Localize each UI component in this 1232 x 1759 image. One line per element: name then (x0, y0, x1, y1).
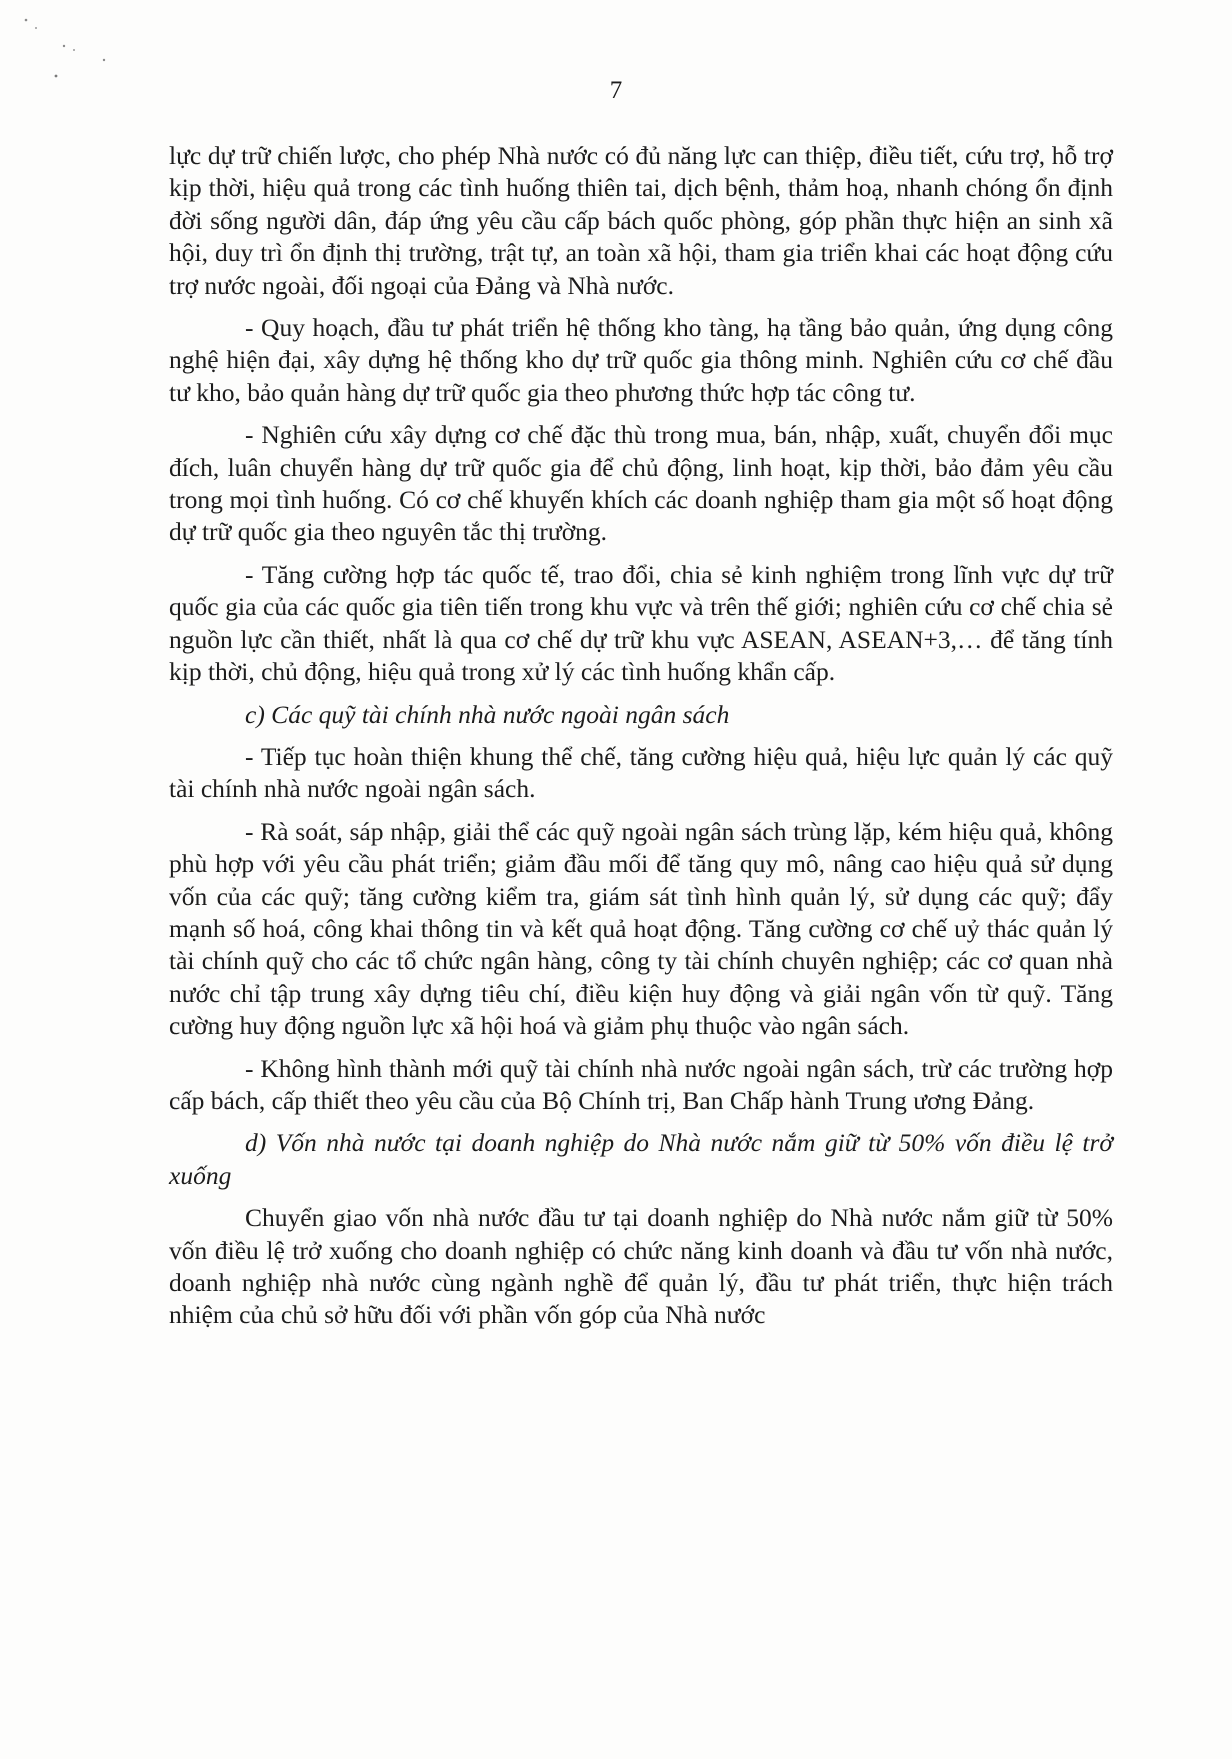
document-body (169, 140, 1113, 1342)
paragraph-continuation: lực dự trữ chiến lược, cho phép Nhà nước có đủ năng lực can thiệp, điều tiết, cứu trợ, hỗ trợ kịp thời, hiệu quả trong các tình huống thiên tai, dịch bệnh, thảm hoạ, nhanh chóng ổn định đời sống người dân, đáp ứng yêu cầu cấp bách quốc phòng, góp phần thực hiện an sinh xã hội, duy trì ổn định thị trường, trật tự, an toàn xã hội, tham gia triển khai các hoạt động cứu trợ nước ngoài, đối ngoại của Đảng và Nhà nước. (169, 141, 1113, 300)
section-heading-c: c) Các quỹ tài chính nhà nước ngoài ngân sách (245, 699, 730, 729)
paragraph-no-new-funds: - Không hình thành mới quỹ tài chính nhà nước ngoài ngân sách, trừ các trường hợp cấp bách, cấp thiết theo yêu cầu của Bộ Chính trị, Ban Chấp hành Trung ương Đảng. (169, 1053, 1113, 1115)
paragraph-international-cooperation: - Tăng cường hợp tác quốc tế, trao đổi, chia sẻ kinh nghiệm trong lĩnh vực dự trữ quốc gia của các quốc gia tiên tiến trong khu vực và trên thế giới; nghiên cứu cơ chế chia sẻ nguồn lực cần thiết, nhất là qua cơ chế dự trữ khu vực ASEAN, ASEAN+3,… để tăng tính kịp thời, chủ động, hiệu quả trong xử lý các tình huống khẩn cấp. (169, 559, 1113, 687)
paragraph-special-mechanism: - Nghiên cứu xây dựng cơ chế đặc thù trong mua, bán, nhập, xuất, chuyển đổi mục đích, luân chuyển hàng dự trữ quốc gia để chủ động, linh hoạt, kịp thời, bảo đảm yêu cầu trong mọi tình huống. Có cơ chế khuyến khích các doanh nghiệp tham gia một số hoạt động dự trữ quốc gia theo nguyên tắc thị trường. (169, 420, 1113, 547)
paragraph-warehouse-planning: - Quy hoạch, đầu tư phát triển hệ thống kho tàng, hạ tầng bảo quản, ứng dụng công nghệ hiện đại, xây dựng hệ thống kho dự trữ quốc gia thông minh. Nghiên cứu cơ chế đầu tư kho, bảo quản hàng dự trữ quốc gia theo phương thức hợp tác công tư. (169, 313, 1113, 407)
section-heading-d: d) Vốn nhà nước tại doanh nghiệp do Nhà nước nắm giữ từ 50% vốn điều lệ trở xuống (169, 1128, 1113, 1190)
page-number: 7 (609, 77, 623, 104)
paragraph-fund-framework: - Tiếp tục hoàn thiện khung thể chế, tăng cường hiệu quả, hiệu lực quản lý các quỹ tài chính nhà nước ngoài ngân sách. (169, 741, 1113, 804)
paragraph-fund-review: - Rà soát, sáp nhập, giải thể các quỹ ngoài ngân sách trùng lặp, kém hiệu quả, không phù hợp với yêu cầu phát triển; giảm đầu mối để tăng quy mô, nâng cao hiệu quả sử dụng vốn của các quỹ; tăng cường kiểm tra, giám sát tình hình quản lý, sử dụng các quỹ; đẩy mạnh số hoá, công khai thông tin và kết quả hoạt động. Tăng cường cơ chế uỷ thác quản lý tài chính quỹ cho các tổ chức ngân hàng, công ty tài chính chuyên nghiệp; các cơ quan nhà nước chỉ tập trung xây dựng tiêu chí, điều kiện huy động và giải ngân vốn từ quỹ. Tăng cường huy động nguồn lực xã hội hoá và giảm phụ thuộc vào ngân sách. (169, 816, 1113, 1041)
paragraph-capital-transfer: Chuyển giao vốn nhà nước đầu tư tại doanh nghiệp do Nhà nước nắm giữ từ 50% vốn điều lệ trở xuống cho doanh nghiệp có chức năng kinh doanh và đầu tư vốn nhà nước, doanh nghiệp nhà nước cùng ngành nghề để quản lý, đầu tư phát triển, thực hiện trách nhiệm của chủ sở hữu đối với phần vốn góp của Nhà nước (169, 1203, 1113, 1330)
